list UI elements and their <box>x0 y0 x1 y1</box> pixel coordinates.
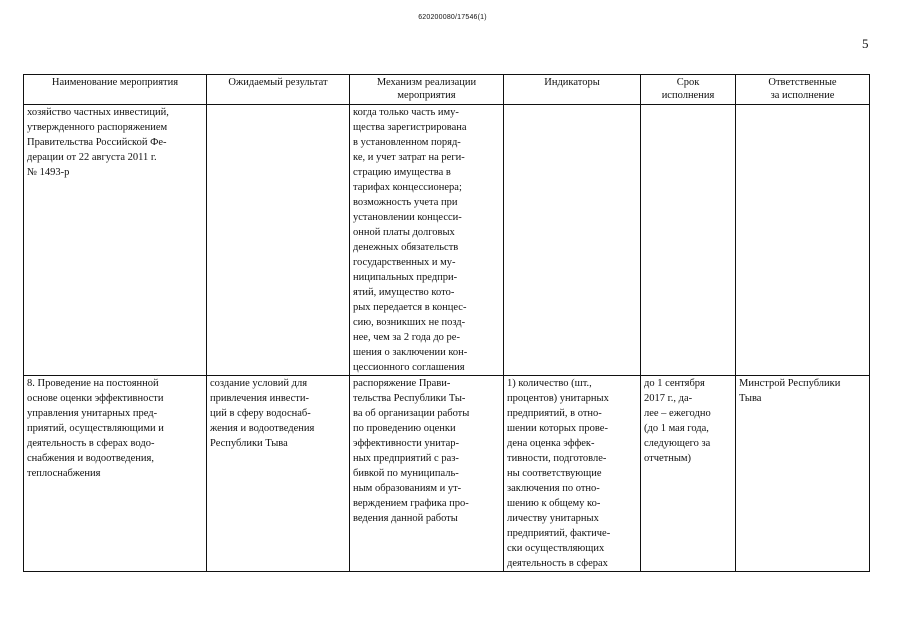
cell-mechanism: распоряжение Прави- тельства Республики Ты- ва об организации работы по проведению оценки эффективности унитар- ных предприятий с раз- бивкой по муниципаль- ным образованиям и ут- верждением графика про- ведения данной работы <box>350 376 504 572</box>
table-row <box>24 376 870 572</box>
column-header-mechanism: Механизм реализации мероприятия <box>350 75 504 105</box>
cell-deadline: до 1 сентября 2017 г., да- лее – ежегодно (до 1 мая года, следующего за отчетным) <box>641 376 736 572</box>
cell-name: хозяйство частных инвестиций, утвержденного распоряжением Правительства Российской Фе- дерации от 22 августа 2011 г. № 1493-р <box>24 105 207 376</box>
column-header-result: Ожидаемый результат <box>207 75 350 105</box>
cell-result: создание условий для привлечения инвести- ций в сферу водоснаб- жения и водоотведения Республики Тыва <box>207 376 350 572</box>
cell-deadline <box>641 105 736 376</box>
table-header-row <box>24 75 870 105</box>
cell-mechanism: когда только часть иму- щества зарегистрирована в установленном поряд- ке, и учет затрат на реги- страцию имущества в тарифах концессионера; возможность учета при установлении концесси- онной платы долговых денежных обязательств государственных и му- ниципальных предпри- ятий, имущество кото- рых передается в концес- сию, возникших не позд- нее, чем за 2 года до ре- шения о заключении кон- цессионного соглашения <box>350 105 504 376</box>
cell-responsible: Минстрой Республики Тыва <box>736 376 870 572</box>
column-header-indicators: Индикаторы <box>504 75 641 105</box>
measures-table <box>23 74 870 572</box>
cell-result <box>207 105 350 376</box>
column-header-responsible: Ответственные за исполнение <box>736 75 870 105</box>
column-header-name: Наименование мероприятия <box>24 75 207 105</box>
cell-responsible <box>736 105 870 376</box>
document-id: 620200080/17546(1) <box>418 14 487 21</box>
column-header-deadline: Срок исполнения <box>641 75 736 105</box>
cell-indicators <box>504 105 641 376</box>
page-number: 5 <box>862 36 869 51</box>
cell-indicators: 1) количество (шт., процентов) унитарных предприятий, в отно- шении которых прове- дена оценка эффек- тивности, подготовле- ны соответствующие заключения по отно- шению к общему ко- личеству унитарных предприятий, фактиче- ски осуществляющих деятельность в сферах <box>504 376 641 572</box>
table-row <box>24 105 870 376</box>
cell-name: 8. Проведение на постоянной основе оценки эффективности управления унитарных пред- приятий, осуществляющими и деятельность в сферах водо- снабжения и водоотведения, теплоснабжения <box>24 376 207 572</box>
